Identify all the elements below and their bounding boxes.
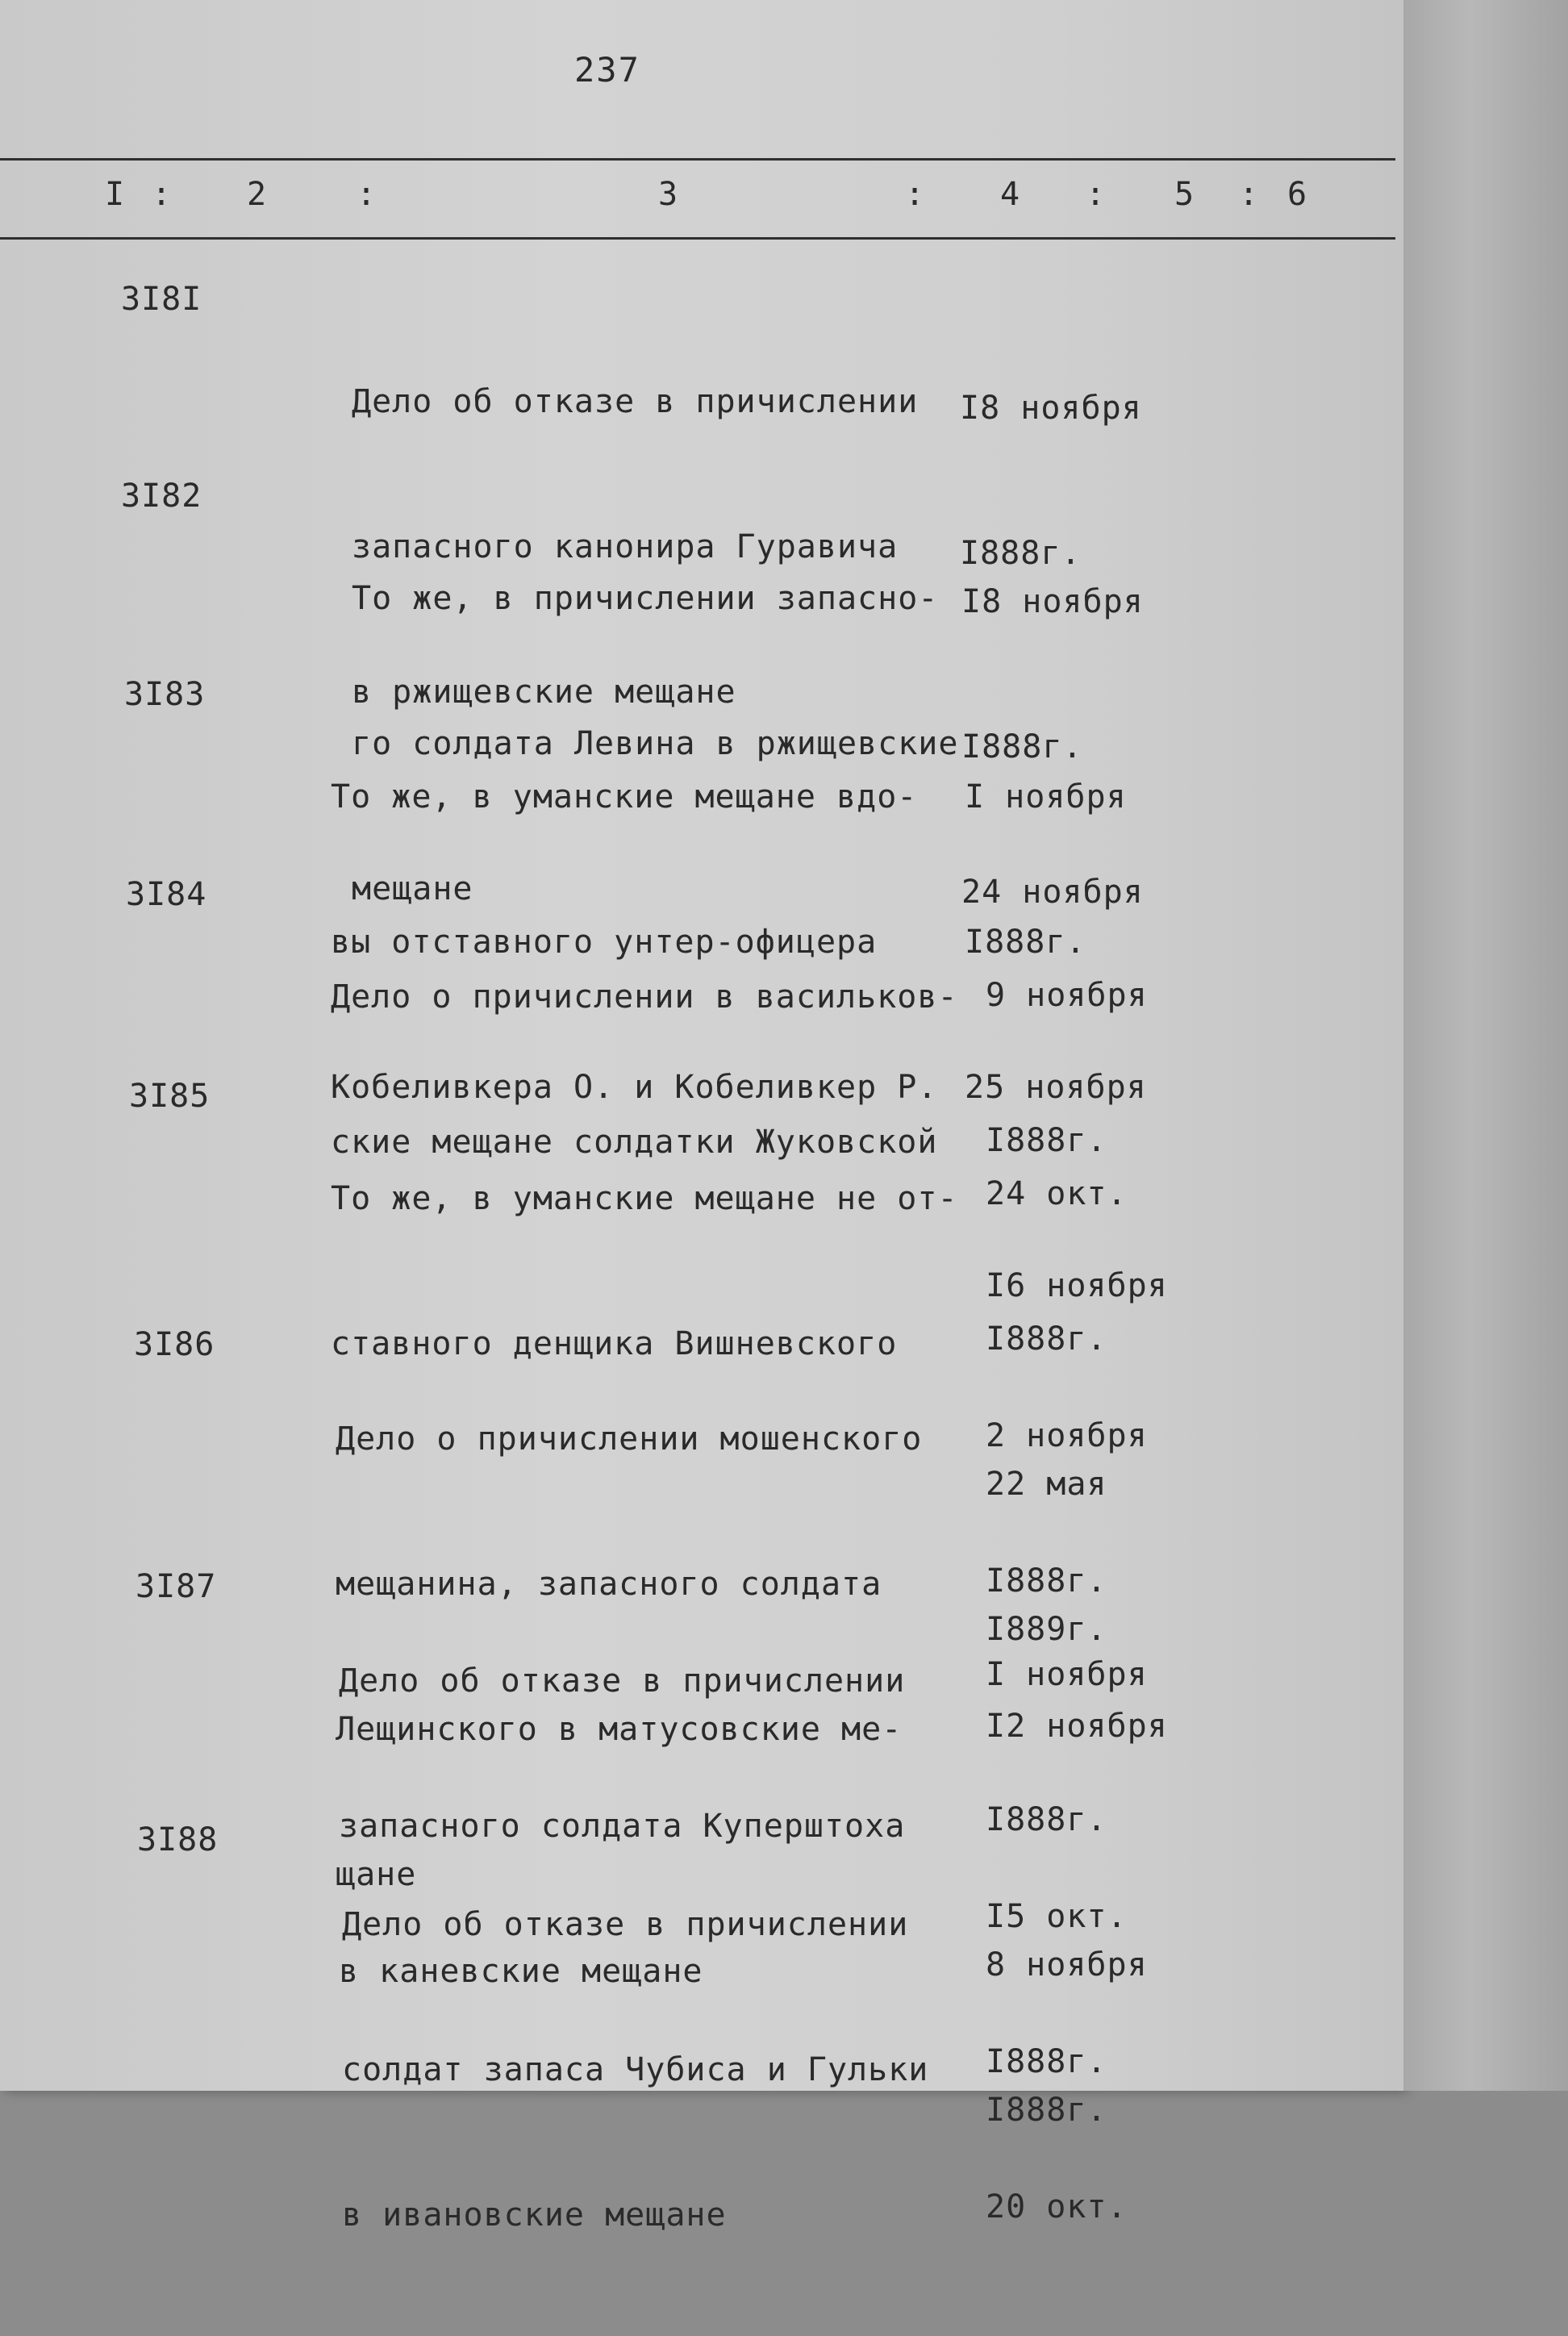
entry-number: 3I85 <box>129 1078 211 1115</box>
entry-date-line: 20 окт. <box>986 2188 1128 2225</box>
entry-text-line: в каневские мещане <box>339 1953 703 1990</box>
entry-number: 3I88 <box>137 1821 219 1858</box>
entry-text-line: в ивановские мещане <box>342 2196 727 2234</box>
entry-date-line: I888г. <box>986 1320 1107 1358</box>
entry-text-line: запасного канонира Гуравича <box>352 528 899 565</box>
entry-text-line: мещане <box>352 870 473 907</box>
entry-date-line: I888г. <box>960 535 1082 572</box>
entry-date-line: I888г. <box>986 1562 1107 1600</box>
entry-date-line: I6 ноября <box>986 1267 1168 1304</box>
entry-date-line: I5 окт. <box>986 1898 1128 1935</box>
entry-date-line: 25 ноября <box>965 1069 1147 1106</box>
entry-date-line: I888г. <box>986 1122 1107 1159</box>
entry-number: 3I84 <box>126 876 207 913</box>
entry-date-line: 9 ноября <box>986 977 1148 1014</box>
entry-text-line: ские мещане солдатки Жуковской <box>331 1124 938 1161</box>
entry-description <box>342 1804 928 2336</box>
entry-text-line: ставного денщика Вишневского <box>331 1325 898 1362</box>
page-number: 237 <box>574 50 640 90</box>
entry-text-line: в ржищевские мещане <box>352 674 736 711</box>
column-header-1: I <box>105 176 127 213</box>
entry-text-line: Дело об отказе в причислении <box>352 383 919 420</box>
entry-number: 3I82 <box>121 478 202 515</box>
entry-text-line: Дело об отказе в причислении <box>342 1906 909 1943</box>
column-header-6: 6 <box>1287 176 1309 213</box>
entry-text-line: солдат запаса Чубиса и Гульки <box>342 2051 929 2088</box>
entry-number: 3I87 <box>136 1568 217 1605</box>
entry-text-line: вы отставного унтер-офицера <box>331 924 878 961</box>
entry-date-line: I888г. <box>986 2092 1107 2129</box>
entry-text-line: го солдата Левина в ржищевские <box>352 725 959 762</box>
entry-text-line: Кобеливкера О. и Кобеливкер Р. <box>331 1069 938 1106</box>
entry-date-line: I2 ноября <box>986 1708 1168 1745</box>
entry-date-line: I888г. <box>961 728 1083 765</box>
header-rule-top <box>0 158 1395 161</box>
entry-date-line: I ноября <box>965 778 1127 816</box>
entry-date-line: I8 ноября <box>960 390 1142 427</box>
column-separator: : <box>1239 176 1261 213</box>
entry-number: 3I86 <box>134 1326 215 1363</box>
entry-date-line: 24 окт. <box>986 1175 1128 1212</box>
entry-text-line: Дело о причислении мошенского <box>336 1420 923 1458</box>
page-edge-shadow <box>1403 0 1568 2091</box>
entry-date-line: 2 ноября <box>986 1417 1148 1454</box>
entry-text-line: Дело о причислении в васильков- <box>331 978 958 1016</box>
column-separator: : <box>357 176 378 213</box>
entry-date-line: I888г. <box>986 2043 1107 2080</box>
entry-date-line: 8 ноября <box>986 1946 1148 1984</box>
column-header-3: 3 <box>658 176 680 213</box>
column-separator: : <box>152 176 173 213</box>
entry-text-line: Лещинского в матусовские ме- <box>336 1711 903 1748</box>
entry-text-line: запасного солдата Куперштоха <box>339 1808 906 1845</box>
entry-number: 3I8I <box>121 281 202 318</box>
column-separator: : <box>905 176 927 213</box>
entry-text-line: То же, в уманские мещане не от- <box>331 1180 958 1217</box>
entry-text-line: Дело об отказе в причислении <box>339 1662 906 1700</box>
entry-text-line: То же, в причислении запасно- <box>352 580 939 617</box>
entry-date-line: I ноября <box>986 1656 1148 1693</box>
entry-date-line: I889г. <box>986 1611 1107 1648</box>
entry-date-line: I888г. <box>965 924 1086 961</box>
entry-text-line: щане <box>336 1856 417 1893</box>
entry-number: 3I83 <box>124 676 206 713</box>
entry-date-line: 22 мая <box>986 1466 1107 1503</box>
entry-text-line: мещанина, запасного солдата <box>336 1566 882 1603</box>
column-header-5: 5 <box>1174 176 1196 213</box>
header-rule-bottom <box>0 237 1395 240</box>
entry-date-line: 24 ноября <box>961 874 1144 911</box>
entry-text-line: То же, в уманские мещане вдо- <box>331 778 918 816</box>
entry-dates <box>986 1796 1128 2328</box>
column-header-4: 4 <box>1000 176 1022 213</box>
entry-date-line: I8 ноября <box>961 583 1144 620</box>
entry-date-line: I888г. <box>986 1801 1107 1838</box>
column-separator: : <box>1086 176 1107 213</box>
column-header-2: 2 <box>247 176 269 213</box>
